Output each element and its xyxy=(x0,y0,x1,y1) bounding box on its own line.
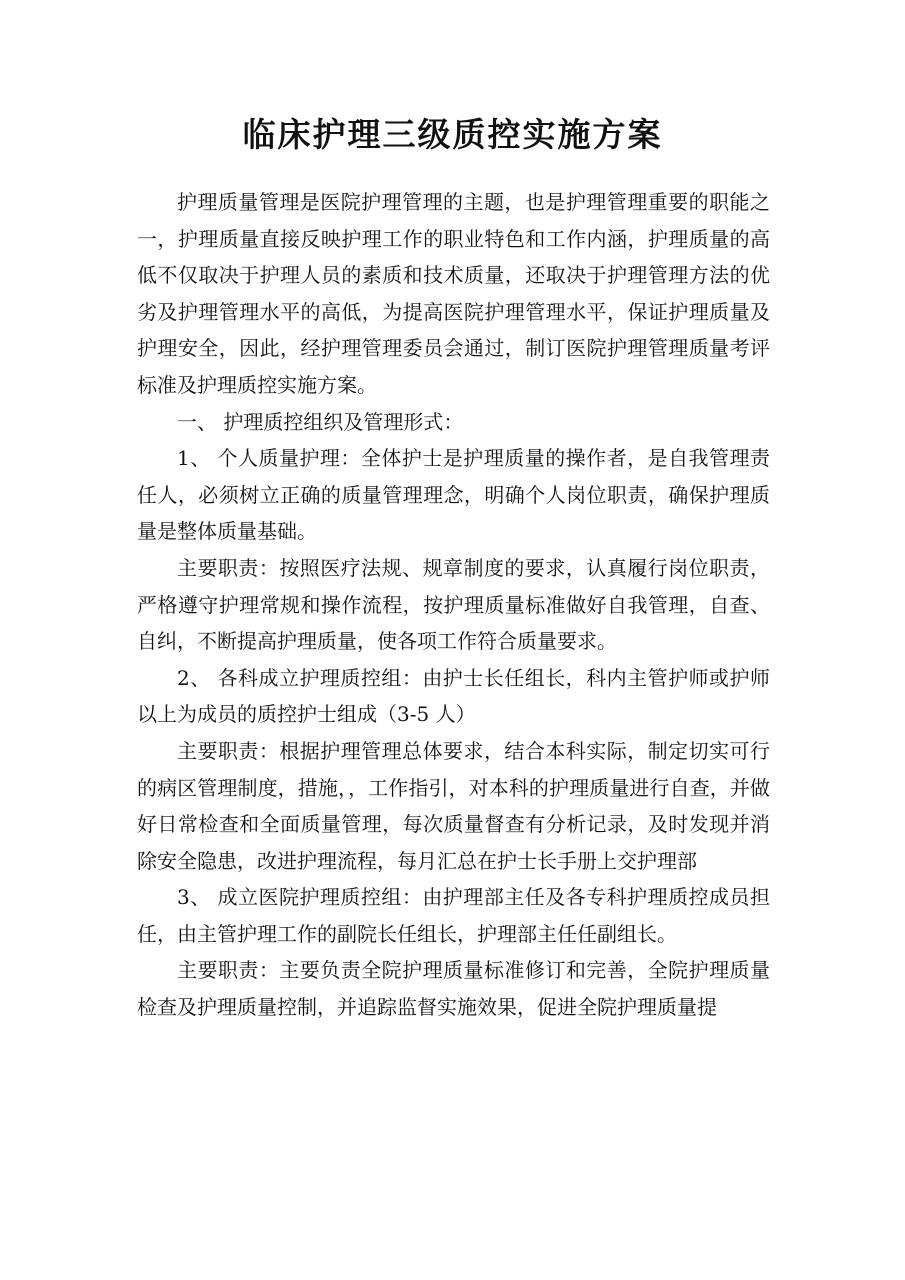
section-heading-1: 一、 护理质控组织及管理形式： xyxy=(177,409,464,434)
paragraph-duties-3: 主要职责：主要负责全院护理质量标准修订和完善，全院护理质量检查及护理质量控制，并追踪监督实施效果，促进全院护理质量提 xyxy=(137,958,770,1020)
paragraph-item-1: 1、 个人质量护理：全体护士是护理质量的操作者，是自我管理责任人，必须树立正确的质量管理理念，明确个人岗位职责，确保护理质量是整体质量基础。 xyxy=(137,446,770,544)
paragraph-intro: 护理质量管理是医院护理管理的主题，也是护理管理重要的职能之一，护理质量直接反映护理工作的职业特色和工作内涵，护理质量的高低不仅取决于护理人员的素质和技术质量，还取决于护理管理方法的优劣及护理管理水平的高低，为提高医院护理管理水平，保证护理质量及护理安全，因此，经护理管理委员会通过，制订医院护理管理质量考评标准及护理质控实施方案。 xyxy=(137,190,770,397)
paragraph-duties-2: 主要职责：根据护理管理总体要求，结合本科实际，制定切实可行的病区管理制度，措施，，工作指引，对本科的护理质量进行自查，并做好日常检查和全面质量管理，每次质量督查有分析记录，及时发现并消除安全隐患，改进护理流程，每月汇总在护士长手册上交护理部 xyxy=(137,738,770,873)
document-body xyxy=(137,184,770,1026)
document-title: 临床护理三级质控实施方案 xyxy=(242,115,663,154)
paragraph-duties-1: 主要职责：按照医疗法规、规章制度的要求，认真履行岗位职责，严格遵守护理常规和操作流程，按护理质量标准做好自我管理，自查、自纠，不断提高护理质量，使各项工作符合质量要求。 xyxy=(137,555,770,654)
paragraph-item-2: 2、 各科成立护理质控组：由护士长任组长，科内主管护师或护师以上为成员的质控护士组成（3-5 人） xyxy=(137,665,770,727)
paragraph-item-3: 3、 成立医院护理质控组：由护理部主任及各专科护理质控成员担任，由主管护理工作的副院长任组长，护理部主任任副组长。 xyxy=(137,885,770,946)
